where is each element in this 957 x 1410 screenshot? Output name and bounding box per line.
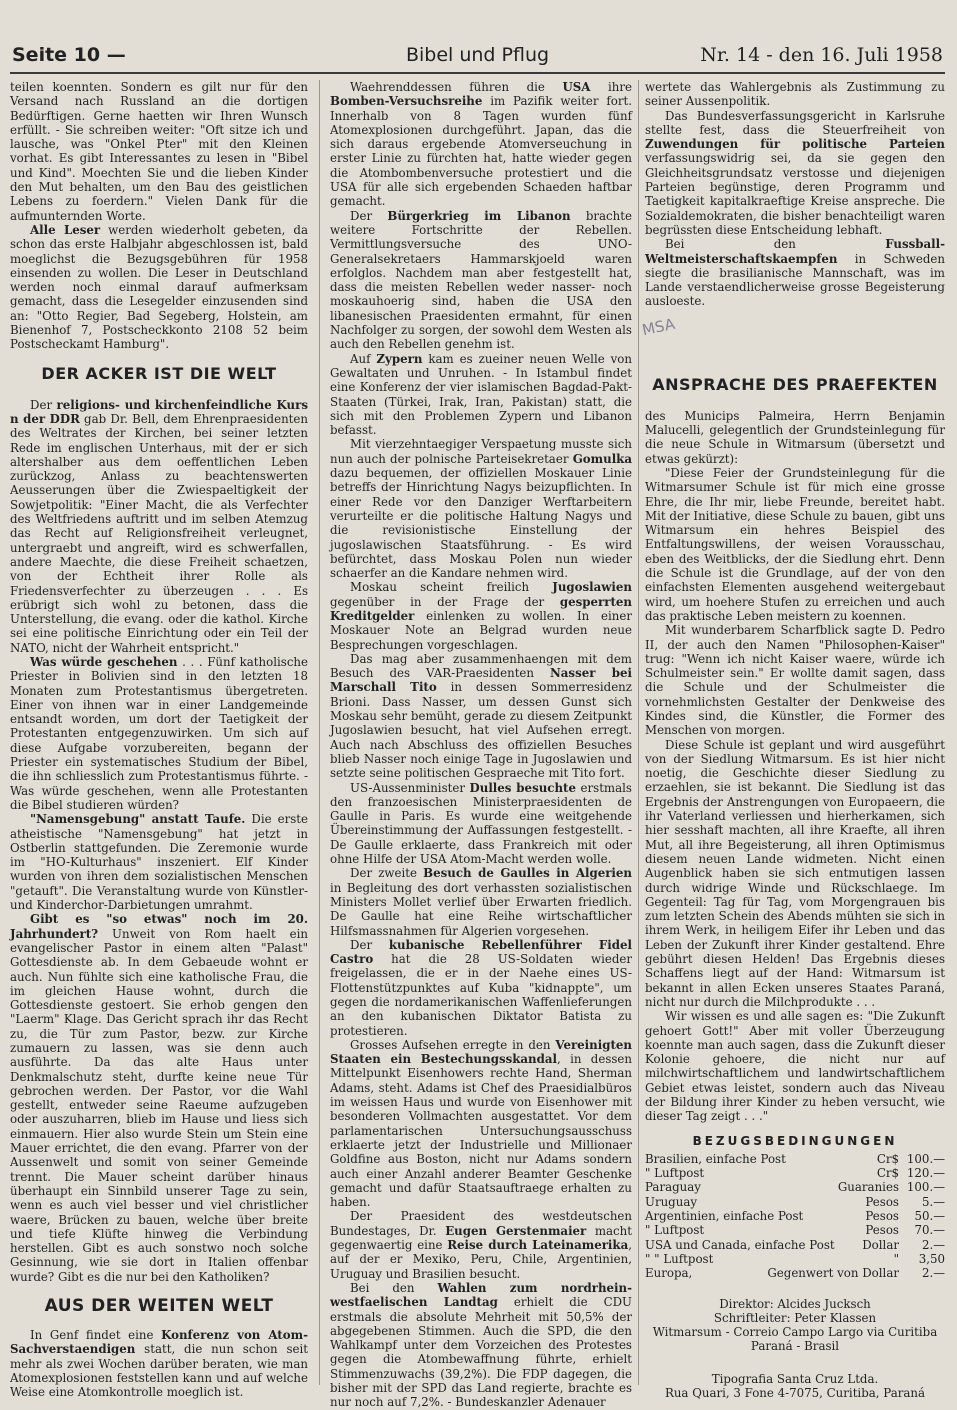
price-value: 120.— (906, 1166, 945, 1181)
price-currency: Pesos (865, 1194, 899, 1209)
lead-text: Gibt es "so etwas" noch im 20. Jahrhundert? (10, 912, 308, 941)
article-paragraph: Was würde geschehen . . . Fünf katholische Priester in Bolivien sind in den letzten 18 Monaten zum Protestantismus übergetreten. Einer von ihnen war in einer Landgemeinde entsandt worden, um dort der Taetigkeit der Protestanten entgegenzuwirken. Um sich auf diese Aufgabe vorzubereiten, begann der Priester ein systematisches Studium der Bibel, die ihn schliesslich zum Protestantismus führte. - Was würde geschehen, wenn alle Protestanten die Bibel studieren würden? (10, 654, 309, 812)
column-divider (319, 80, 320, 1385)
price-currency: " (893, 1251, 899, 1266)
article-paragraph: Diese Schule ist geplant und wird ausgeführt von der Siedlung Witmarsum. Es ist hier nicht noetig, die Geschichte dieser Siedlung zu erzaehlen, sie ist bekannt. Die Siedlung ist das Ergebnis der Anstrengungen von Europaeern, die ihr Vaterland verliessen und hierherkamen, sich hier sesshaft machten, all ihre Kraefte, all ihren Mut, all ihre Begeisterung, all ihren Optimismus diesem neuen Lande widmeten. Nicht einen Augenblick haben sie sich entmutigen lassen durch widrige Winde und Rückschlaege. Im Gegenteil: Tag für Tag, vom Morgengrauen bis zum letzten Schein des Abends mühten sie sich in ihrem Werk, in heiligem Eifer ihr Leben und das Leben der Zukunft ihrer Kinder gestaltend. Ehre gebührt diesen Helden! Das Ergebnis dieses Schaffens liegt auf der Hand: Witmarsum ist bekannt in allen Ecken unseres Staates Paraná, nicht nur durch die Milchprodukte . . . (645, 737, 945, 1009)
article-paragraph: Der zweite Besuch de Gaulles in Algerien in Begleitung des dort verhassten sozialistischen Ministers Mollet verlief über Erwarten friedlich. De Gaulle hat eine Reihe wirtschaftlicher Hilfsmassnahmen für Algerien vorgesehen. (330, 866, 632, 938)
article-paragraph: "Diese Feier der Grundsteinlegung für die Witmarsumer Schule ist für mich eine grosse Ehre, die Ihr mir, liebe Freunde, bereitet habt. Mit der Initiative, diese Schule zu bauen, gibt uns Witmarsum ein hehres Beispiel des Entfaltungswillens, der weisen Vorausschau, eben des Weitblicks, der die Siedlung ehrt. Denn die Schule ist die Grundlage, auf der von den einfachsten Elementen ausgehend weitergebaut wird, um hoehere Stufen zu erreichen und auch das praktische Leben meistern zu koennen. (645, 465, 945, 623)
editor: Schriftleiter: Peter Klassen (713, 1310, 877, 1325)
price-label: Argentinien, einfache Post (645, 1209, 804, 1224)
lead-text: "Namensgebung" anstatt Taufe. (30, 812, 246, 827)
lead-text: Konferenz von Atom-Sachverstaendigen (10, 1328, 308, 1357)
page-number: Seite 10 — (12, 44, 126, 66)
printer-name: Tipografia Santa Cruz Ltda. (711, 1371, 879, 1386)
section-heading-welt: AUS DER WEITEN WELT (44, 1296, 274, 1317)
price-row (645, 1166, 945, 1180)
price-row (645, 1209, 945, 1223)
article-paragraph: In Genf findet eine Konferenz von Atom-Sachverstaendigen statt, die nun schon seit mehr als zwei Wochen darüber beraten, wie man Atomexplosionen feststellen kann und auf welche Weise eine Atomkontrolle moeglich ist. (10, 1328, 308, 1400)
price-row (645, 1180, 945, 1194)
price-row (645, 1223, 945, 1237)
address: Witmarsum - Correio Campo Largo via Curitiba (652, 1325, 938, 1340)
price-value: 2.— (921, 1237, 945, 1252)
article-paragraph: Gibt es "so etwas" noch im 20. Jahrhundert? Unweit von Rom haelt ein evangelischer Pastor in einem alten "Palast" Gottesdienste ab. In dem Gebaeude wohnt er auch. Nun fühlte sich eine katholische Frau, die im gleichen Hause wohnt, durch die Gottesdienste gestoert. Sie erhob gengen den "Laerm" Klage. Das Gericht sprach ihr das Recht zu, die Tür zum Pastor, bezw. zur Kirche zumauern zu lassen, was sie denn auch ausführte. Da das alte Haus unter Denkmalschutz steht, durfte keine neue Tür gebrochen werden. Der Pastor, vor die Wahl gestellt, entweder seine Raeume aufzugeben oder auszuharren, blieb im Hause und liess sich einmauern. Hier also wurde Stein um Stein eine Mauer errichtet, die den evang. Pfarrer von der Aussenwelt und somit von seiner Gemeinde trennt. Die Mauer scheint darüber hinaus überhaupt ein Sinnbild unserer Tage zu sein, wenn es auch viel besser und viel christlicher waere, Brücken zu bauen, welche über breite und tiefe Klüfte hinweg die Verbindung herstellen. Gibt es auch sonstwo noch solche Gesinnung, wie sie dort in Italien offenbar wurde? Gibt es die nur bei den Katholiken? (10, 912, 308, 1284)
newspaper-title: Bibel und Pflug (405, 44, 550, 66)
article-paragraph: Waehrenddessen führen die USA ihre Bomben-Versuchsreihe im Pazifik weiter fort. Innerhalb von 8 Tagen wurden fünf Atomexplosionen durchgeführt. Japan, das die sich daraus ergebende Atomverseuchung in erster Linie zu fürchten hat, hatte wieder gegen die Atombombenversuche protestiert und die USA für alle sich ergebenden Schaeden haftbar gemacht. (330, 80, 632, 209)
price-value: 50.— (914, 1209, 945, 1224)
column-3 (645, 80, 945, 1401)
column-1 (10, 80, 309, 1400)
price-label: " Luftpost (645, 1166, 705, 1181)
subscription-heading: BEZUGSBEDINGUNGEN (692, 1133, 898, 1148)
column-divider (638, 80, 639, 1385)
lead-text: Alle Leser (30, 222, 101, 237)
article-paragraph: Wir wissen es und alle sagen es: "Die Zukunft gehoert Gott!" Aber mit voller Überzeugung koennte man auch sagen, dass die Zukunft dieser Kolonie gehoere, die nicht nur auf milchwirtschaftlichem und landwirtschaftlichem Gebiet etwas leistet, sondern auch das Niveau der Bildung ihrer Kinder zu heben versucht, wie dieser Tag zeigt . . ." (645, 1009, 945, 1124)
price-currency: Dollar (862, 1237, 899, 1252)
price-value: 2.— (921, 1266, 945, 1281)
article-paragraph: Grosses Aufsehen erregte in den Vereinigten Staaten ein Bestechungsskandal, in dessen Mittelpunkt Eisenhowers rechte Hand, Sherman Adams, steht. Adams ist Chef des Praesidialbüros im weissen Haus und wurde von Eisenhower mit besonderen Vollmachten ausgestattet. Vor dem parlamentarischen Untersuchungsausschuss erklaerte jetzt der Industrielle und Millionaer Goldfine aus Boston, nicht nur Adams sondern auch einer Anzahl anderer Beamter Geschenke gemacht und dafür Staatsauftraege erhalten zu haben. (330, 1037, 633, 1210)
price-value: 70.— (914, 1223, 945, 1238)
lead-text: religions- und kirchenfeindliche Kurs n der DDR (10, 397, 308, 426)
price-value: 100.— (906, 1180, 945, 1195)
credits (645, 1297, 945, 1354)
price-currency: Cr$ (876, 1166, 899, 1181)
director: Direktor: Alcides Jucksch (719, 1296, 871, 1311)
handwritten-stamp: MSA (640, 314, 677, 340)
price-currency: Gegenwert von Dollar (767, 1266, 899, 1281)
section-heading-acker: DER ACKER IST DIE WELT (41, 363, 277, 383)
price-row (645, 1195, 945, 1209)
article-paragraph: Der Bürgerkrieg im Libanon brachte weitere Fortschritte der Rebellen. Vermittlungsversuche des UNO-Generalsekretaers Hammarskjoeld waren erfolglos. Nachdem man aber festgestellt hat, dass die meisten Rebellen weder nasser- noch moskauhoerig sind, haben die USA den libanesischen Praesidenten ermahnt, für einen Nachfolger zu sorgen, der sowohl dem Westen als auch den Rebellen genehm ist. (330, 208, 632, 352)
price-list (645, 1152, 945, 1281)
price-label: Uruguay (645, 1194, 698, 1209)
article-paragraph: Das Bundesverfassungsgericht in Karlsruhe stellte fest, dass die Steuerfreiheit von Zuwendungen für politische Parteien verfassungswidrig sei, da sie gegen den Gleichheitsgrundsatz verstosse und diejenigen Parteien begünstige, deren Programm und Taetigkeit kapitalkraeftige Kreise anspreche. Die Sozialdemokraten, die bisher benachteiligt waren begrüssten diese Entscheidung lebhaft. (645, 108, 945, 237)
issue-date: Nr. 14 - den 16. Juli 1958 (700, 44, 943, 66)
article-paragraph: Moskau scheint freilich Jugoslawien gegenüber in der Frage der gesperrten Kreditgelder einlenken zu wollen. In einer Moskauer Note an Belgrad wurden neue Besprechungen vorgeschlagen. (330, 580, 632, 652)
price-row (645, 1238, 945, 1252)
price-row (645, 1266, 945, 1280)
price-label: Europa, (645, 1266, 693, 1281)
article-paragraph: US-Aussenminister Dulles besuchte erstmals den franzoesischen Ministerpraesidenten de Gaulle in Paris. Es wurde eine weitgehende Übereinstimmung der Auffassungen festgestellt. - De Gaulle erklaerte, dass Frankreich mit oder ohne Hilfe der USA Atom-Macht werden wolle. (330, 780, 632, 867)
price-value: 5.— (921, 1194, 945, 1209)
article-paragraph: Alle Leser werden wiederholt gebeten, da schon das erste Halbjahr abgeschlossen ist, bald moeglichst die Bezugsgebühren für 1958 einsenden zu wollen. Die Leser in Deutschland werden noch einmal darauf aufmerksam gemacht, dass die Lesegelder einzusenden sind an: "Otto Regier, Bad Segeberg, Holstein, am Bienenhof 7, Postscheckkonto 2108 52 beim Postscheckamt Hamburg". (10, 222, 308, 352)
article-paragraph: Der kubanische Rebellenführer Fidel Castro hat die 28 US-Soldaten wieder freigelassen, die er in der Naehe eines US-Flottenstützpunktes auf Kuba "kidnappte", um gegen die nordamerikanischen Waffenlieferungen an den kubanischen Diktator Batista zu protestieren. (330, 937, 632, 1038)
price-label: " " Luftpost (645, 1251, 714, 1266)
article-paragraph: Der Praesident des westdeutschen Bundestages, Dr. Eugen Gerstenmaier macht gegenwaertig eine Reise durch Lateinamerika, auf der er Mexiko, Peru, Chile, Argentinien, Uruguay und Brasilien besucht. (330, 1209, 632, 1281)
article-paragraph: Bei den Fussball-Weltmeisterschaftskaempfen in Schweden siegte die brasilianische Mannschaft, was im Lande verstaendlicherweise grosse Begeisterung ausloeste. (645, 237, 945, 309)
article-paragraph: Bei den Wahlen zum nordrhein-westfaelischen Landtag erhielt die CDU erstmals die absolute Mehrheit mit 50,5% der abgegebenen Stimmen. Auch die SPD, die den Wahlkampf unter dem Vorzeichen des Protestes gegen die Atombewaffnung führte, erhielt Stimmenzuwachs (39,2%). Die FDP dagegen, die bisher mit der SPD das Land regierte, brachte es nur noch auf 7,2%. - Bundeskanzler Adenauer (330, 1280, 632, 1410)
article-paragraph: Mit wunderbarem Scharfblick sagte D. Pedro II, der auch den Namen "Philosophen-Kaiser" trug: "Wenn ich nicht Kaiser waere, würde ich Schulmeister sein." Er wollte damit sagen, dass die Schule und der Schulmeister die vornehmlichsten Gestalter der Denkweise des Kindes sind, die Künstler, die Former des Menschen von morgen. (645, 623, 945, 738)
article-paragraph: wertete das Wahlergebnis als Zustimmung zu seiner Aussenpolitik. (645, 80, 945, 109)
article-paragraph: Das mag aber zusammenhaengen mit dem Besuch des VAR-Praesidenten Nasser bei Marschall Tito in dessen Sommerresidenz Brioni. Dass Nasser, um dessen Gunst sich Moskau sehr bemüht, gerade zu diesem Zeitpunkt Jugoslawien besucht, hat viel Aufsehen erregt. Auch nach Abschluss des offiziellen Besuches blieb Nasser noch einige Tage in Jugoslawien und setzte seine politischen Gespraeche mit Tito fort. (330, 651, 632, 781)
price-currency: Guaranies (837, 1180, 899, 1195)
price-value: 100.— (906, 1151, 945, 1166)
article-paragraph: Auf Zypern kam es zueiner neuen Welle von Gewaltaten und Unruhen. - In Istambul findet eine Konferenz der vier islamischen Bagdad-Pakt-Staaten (Türkei, Irak, Iran, Pakistan) statt, die sich mit den Problemen Zypern und Libanon befasst. (330, 351, 633, 438)
price-label: Paraguay (645, 1180, 701, 1195)
price-currency: Pesos (865, 1223, 899, 1238)
price-label: Brasilien, einfache Post (645, 1151, 786, 1166)
price-row (645, 1152, 945, 1166)
article-paragraph: teilen koennten. Sondern es gilt nur für den Versand nach Russland an die dortigen Bedürftigen. Gerne haetten wir Ihren Wunsch erfüllt. - Sie schreiben weiter: "Oft sitze ich und lausche, was "Onkel Pter" mit den Kleinen vorhat. Es gibt Interessantes zu lesen in "Bibel und Kind". Moechten Sie und die lieben Kinder den Mut behalten, um den Bau des geistlichen Lebens zu foerdern." Vielen Dank für die aufmunternden Worte. (10, 80, 308, 223)
masthead (10, 40, 945, 74)
printer-address: Rua Quari, 3 Fone 4-7075, Curitiba, Paraná (664, 1386, 926, 1401)
section-heading-praefekt: ANSPRACHE DES PRAEFEKTEN (652, 374, 938, 394)
article-paragraph: Der religions- und kirchenfeindliche Kurs n der DDR gab Dr. Bell, dem Ehrenpraesidenten des Weltrates der Kirchen, bei seiner letzten Rede im englischen Unterhaus, mit der er sich altershalber aus dem oeffentlichen Leben zurückzog, Anlass zu beachtenswerten Aeusserungen über die Zwiespaeltigkeit der Sowjetpolitik: "Einer Macht, die als Verfechter des Weltfriedens auftritt und im selben Atemzug das Recht auf Religionsfreiheit verleugnet, untergraebt und angreift, wird es schwerfallen, andere Maechte, die diese Freiheit schaetzen, von der Echtheit ihrer Rolle als Friedensverfechter zu überzeugen . . . Es erübrigt sich wohl zu betonen, dass die Unterstellung, die evang. oder die kathol. Kirche sei eine politische Einrichtung oder ein Teil der NATO, nicht der Wahrheit entspricht." (10, 397, 308, 655)
price-label: USA und Canada, einfache Post (645, 1237, 835, 1252)
article-paragraph: "Namensgebung" anstatt Taufe. Die erste atheistische "Namensgebung" hat jetzt in Ostberlin stattgefunden. Die Zeremonie wurde im "HO-Kulturhaus" inszeniert. Elf Kinder wurden von ihren dem sozialistischen Menschen "getauft". Die Veranstaltung wurde von Künstler- und Kinderchor-Darbietungen umrahmt. (10, 812, 308, 913)
article-paragraph: des Municips Palmeira, Herrn Benjamin Malucelli, gelegentlich der Grundsteinlegung für die neue Schule in Witmarsum (übersetzt und etwas gekürzt): (645, 408, 945, 466)
price-currency: Pesos (865, 1209, 899, 1224)
price-row (645, 1252, 945, 1266)
price-value: 3,50 (918, 1251, 945, 1266)
column-2 (330, 80, 633, 1410)
price-currency: Cr$ (876, 1151, 899, 1166)
lead-text: Was würde geschehen (30, 654, 178, 669)
country: Paraná - Brasil (750, 1339, 840, 1354)
printer-info (645, 1372, 945, 1401)
article-paragraph: Mit vierzehntaegiger Verspaetung musste sich nun auch der polnische Parteisekretaer Gomulka dazu bequemen, der offiziellen Moskauer Linie betreffs der Hinrichtung Nagys beizupflichten. In einer Rede vor den Danziger Werftarbeitern verurteilte er die politische Haltung Nagys und die revisionistische Einstellung der jugoslawischen Staatsführung. - Es wird befürchtet, dass Moskau Polen nun wieder schaerfer an die Kandare nehmen wird. (330, 437, 632, 581)
price-label: " Luftpost (645, 1223, 705, 1238)
